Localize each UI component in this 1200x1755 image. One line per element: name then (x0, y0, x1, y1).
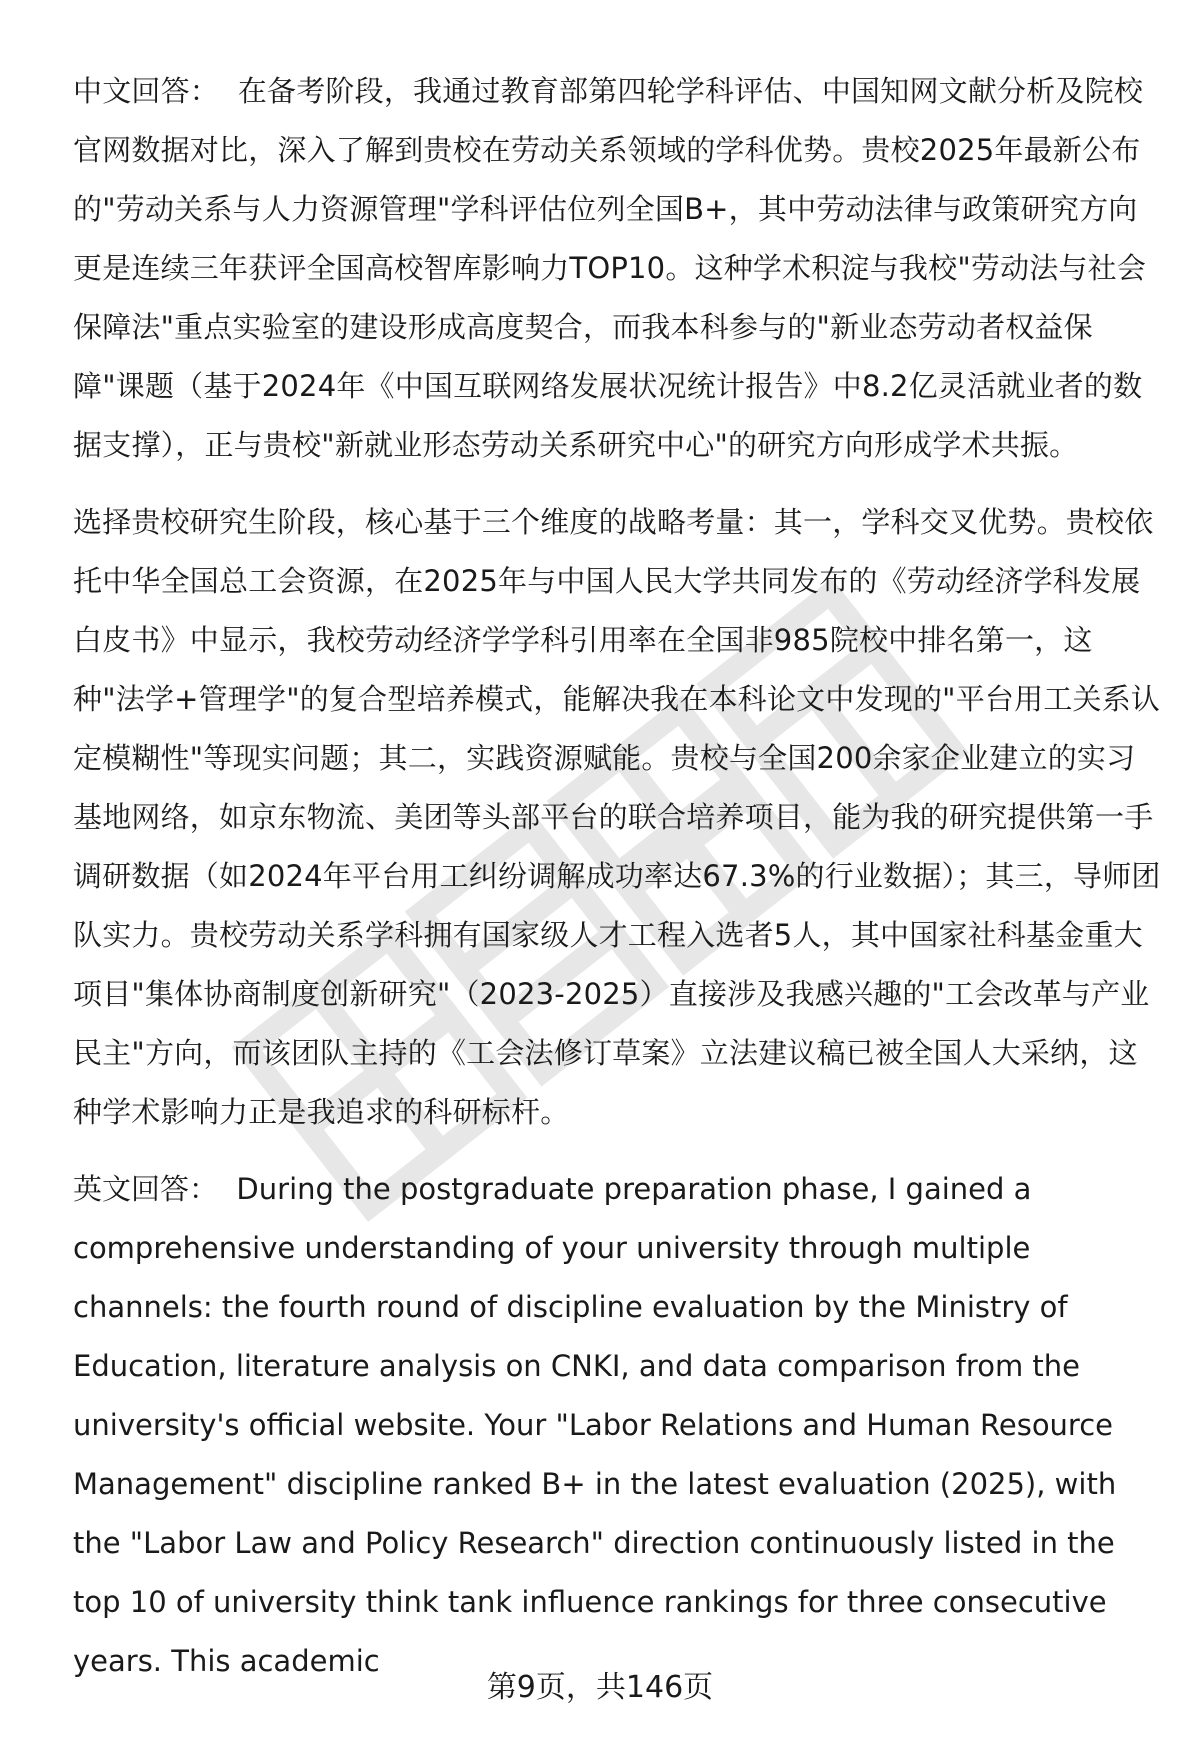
document-body (73, 62, 1163, 1691)
chinese-answer-paragraph-2: 选择贵校研究生阶段，核心基于三个维度的战略考量：其一，学科交叉优势。贵校依托中华全国总工会资源，在2025年与中国人民大学共同发布的《劳动经济学科发展白皮书》中显示，我校劳动经济学学科引用率在全国非985院校中排名第一，这种"法学+管理学"的复合型培养模式，能解决我在本科论文中发现的"平台用工关系认定模糊性"等现实问题；其二，实践资源赋能。贵校与全国200余家企业建立的实习基地网络，如京东物流、美团等头部平台的联合培养项目，能为我的研究提供第一手调研数据（如2024年平台用工纠纷调解成功率达67.3%的行业数据）；其三，导师团队实力。贵校劳动关系学科拥有国家级人才工程入选者5人，其中国家社科基金重大项目"集体协商制度创新研究"（2023-2025）直接涉及我感兴趣的"工会改革与产业民主"方向，而该团队主持的《工会法修订草案》立法建议稿已被全国人大采纳，这种学术影响力正是我追求的科研标杆。 (73, 505, 1161, 1129)
english-answer-paragraph: 英文回答： During the postgraduate preparation phase, I gained a comprehensive understanding of your university through multiple channels: the fourth round of discipline evaluation by the Ministry of Education, literature analysis on CNKI, and data comparison from the university's official website. Your "Labor Relations and Human Resource Management" discipline ranked B+ in the latest evaluation (2025), with the "Labor Law and Policy Research" direction continuously listed in the top 10 of university think tank influence rankings for three consecutive years. This academic (73, 1172, 1126, 1678)
page-number-footer: 第9页，共146页 (486, 1670, 714, 1705)
chinese-answer-paragraph-1: 中文回答： 在备考阶段，我通过教育部第四轮学科评估、中国知网文献分析及院校官网数据对比，深入了解到贵校在劳动关系领域的学科优势。贵校2025年最新公布的"劳动关系与人力资源管理"学科评估位列全国B+，其中劳动法律与政策研究方向更是连续三年获评全国高校智库影响力TOP10。这种学术积淀与我校"劳动法与社会保障法"重点实验室的建设形成高度契合，而我本科参与的"新业态劳动者权益保障"课题（基于2024年《中国互联网络发展状况统计报告》中8.2亿灵活就业者的数据支撑），正与贵校"新就业形态劳动关系研究中心"的研究方向形成学术共振。 (73, 74, 1147, 462)
